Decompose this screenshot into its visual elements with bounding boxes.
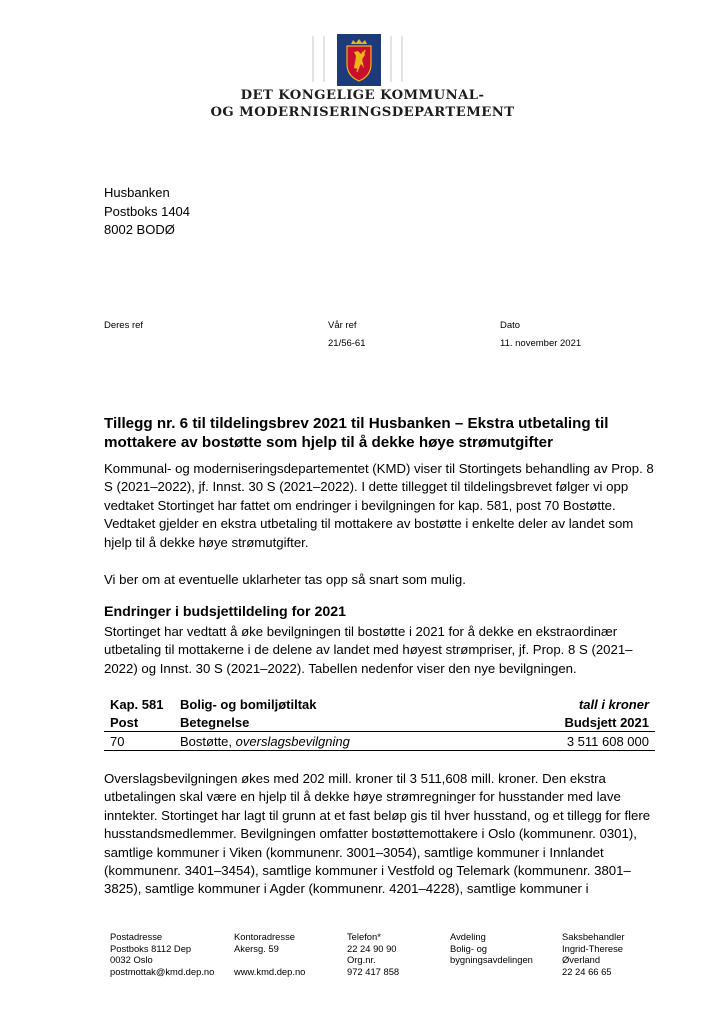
budget-intro-paragraph: Stortinget har vedtatt å øke bevilgningen til bostøtte i 2021 for å dekke en ekstraordinær utbetaling til mottakerne i de delene av landet med høyest strømpriser, jf. Prop. 8 S (2021–2022) og Innst. 30 S (2021–2022). Tabellen nedenfor viser den nye bevilgningen.	[104, 624, 633, 676]
footer-department-line1: Bolig- og	[450, 942, 488, 954]
post-cell: 70	[104, 732, 174, 751]
footer-case-officer	[562, 931, 625, 977]
department-name-line2: OG MODERNISERINGSDEPARTEMENT	[210, 105, 515, 120]
table-row	[104, 732, 655, 751]
designation-text: Bostøtte,	[180, 733, 233, 749]
footer-department-line2: bygningsavdelingen	[450, 954, 533, 966]
department-name-line1: DET KONGELIGE KOMMUNAL-	[240, 88, 485, 103]
footer-office-value: Akersg. 59	[234, 942, 279, 954]
budget-header: Budsjett 2021	[488, 713, 655, 732]
date-value: 11. november 2021	[500, 338, 582, 349]
designation-header: Betegnelse	[174, 713, 488, 732]
chapter-name-cell: Bolig- og bomiljøtiltak	[180, 696, 317, 712]
coat-of-arms-icon	[337, 34, 381, 86]
designation-cell	[174, 732, 488, 751]
footer-department	[450, 931, 533, 966]
recipient-box: Postboks 1404	[104, 203, 191, 219]
footer-office-label: Kontoradresse	[234, 931, 295, 942]
budget-cell: 3 511 608 000	[488, 732, 655, 751]
footer-postal-address	[110, 931, 214, 977]
footer-case-officer-line1: Ingrid-Therese	[562, 942, 623, 954]
recipient-address	[104, 184, 190, 240]
budget-table	[104, 695, 655, 751]
section-heading: Endringer i budsjettildeling for 2021	[104, 604, 347, 620]
intro-paragraph: Kommunal- og moderniseringsdepartementet (KMD) viser til Stortingets behandling av Prop. 8 S (2021–2022), jf. Innst. 30 S (2021–2022). I dette tillegget til tildelingsbrevet følger vi opp vedtaket Stortinget har fattet om endringer i bevilgningen for kap. 581, post 70 Bostøtte. Vedtaket gjelder en ekstra utbetaling til mottakere av bostøtte i enkelte deler av landet som hjelp til å dekke høye strømutgifter.	[104, 461, 654, 550]
footer-postal-line1: Postboks 8112 Dep	[110, 942, 192, 954]
footer-postal-label: Postadresse	[110, 931, 163, 942]
allocation-paragraph: Overslagsbevilgningen økes med 202 mill. kroner til 3 511,608 mill. kroner. Den ekstra utbetalingen skal være en hjelp til å dekke høye strømregninger for husstander med lave inntekter. Stortinget har lagt til grunn at et fast beløp gis til hver husstand, og et tillegg for flere husstandsmedlemmer. Bevilgningen omfatter bostøttemottakere i Oslo (kommunenr. 0301), samtlige kommuner i Viken (kommunenr. 3001–3054), samtlige kommuner i Innlandet (kommunenr. 3401–3454), samtlige kommuner i Vestfold og Telemark (kommunenr. 3801–3825), samtlige kommuner i Agder (kommunenr. 4201–4228), samtlige kommuner i	[104, 771, 651, 897]
letter-title: Tillegg nr. 6 til tildelingsbrev 2021 til Husbanken – Ekstra utbetaling til mottakere av bostøtte som hjelp til å dekke høye strømutgifter	[104, 415, 609, 451]
contact-paragraph: Vi ber om at eventuelle uklarheter tas opp så snart som mulig.	[104, 572, 466, 587]
footer-phone-value: 22 24 90 90	[347, 942, 397, 954]
footer-case-officer-label: Saksbehandler	[562, 931, 625, 942]
chapter-cell: Kap. 581	[110, 696, 164, 712]
department-logo	[0, 30, 725, 122]
footer-department-label: Avdeling	[450, 931, 486, 942]
recipient-city: 8002 BODØ	[104, 222, 175, 237]
footer-case-officer-line2: Øverland	[562, 954, 601, 966]
footer-email: postmottak@kmd.dep.no	[110, 965, 215, 977]
var-ref-label: Vår ref	[328, 320, 357, 331]
var-ref-value: 21/56-61	[328, 338, 366, 349]
footer-postal-line2: 0032 Oslo	[110, 954, 153, 966]
unit-note-cell: tall i kroner	[578, 696, 649, 712]
recipient-name: Husbanken	[104, 185, 170, 200]
footer-orgnr-value: 972 417 858	[347, 965, 400, 977]
date-label: Dato	[500, 320, 521, 331]
table-column-header-row	[104, 713, 655, 732]
table-header-row	[104, 695, 655, 713]
footer-website: www.kmd.dep.no	[234, 965, 306, 977]
deres-ref-label: Deres ref	[104, 320, 144, 331]
designation-note: overslagsbevilgning	[235, 733, 350, 749]
footer-orgnr-label: Org.nr.	[347, 954, 376, 966]
post-header: Post	[104, 713, 174, 732]
footer-phone-label: Telefon*	[347, 931, 381, 942]
footer-case-officer-phone: 22 24 66 65	[562, 965, 612, 977]
footer-office-address	[234, 931, 305, 977]
footer-phone	[347, 931, 399, 977]
